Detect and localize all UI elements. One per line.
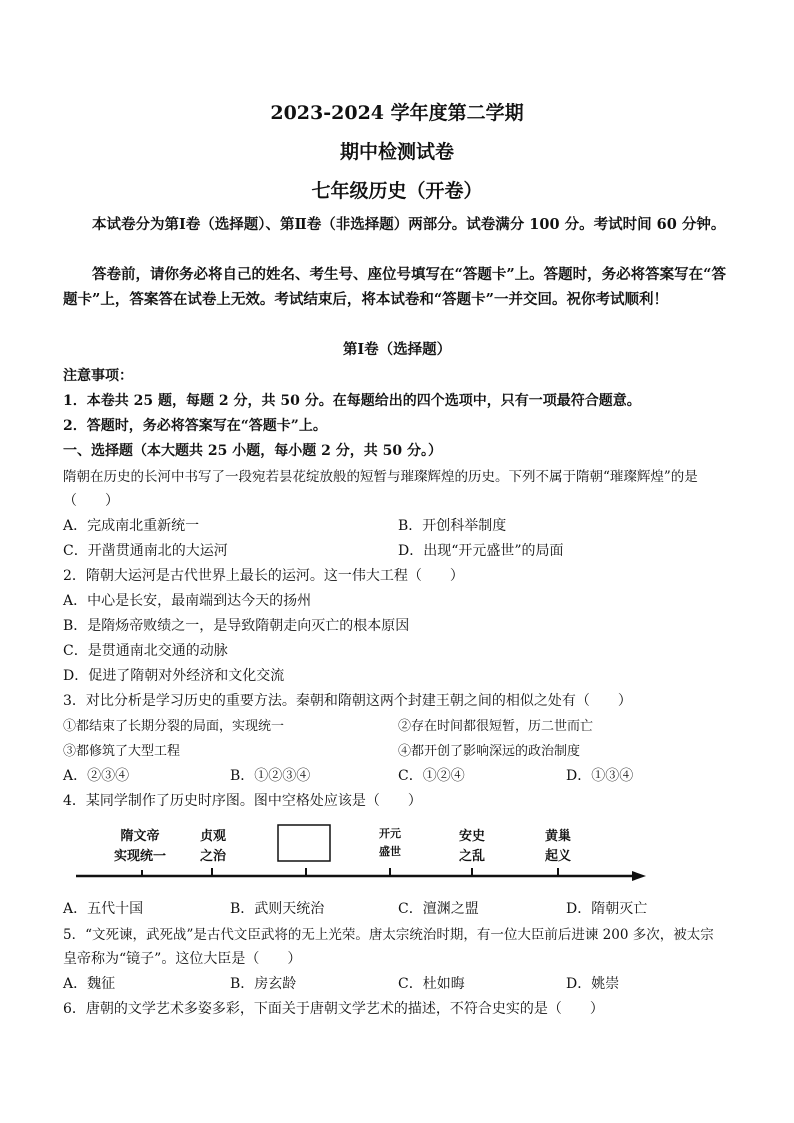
exam-subject-title: 七年级历史（开卷）	[311, 180, 483, 202]
question-5-option-d: D．姚崇	[566, 976, 620, 992]
intro-paragraph-1: 本试卷分为第Ⅰ卷（选择题）、第Ⅱ卷（非选择题）两部分。试卷满分 100 分。考试时间 60 分钟。	[92, 216, 726, 233]
exam-name-title: 期中检测试卷	[339, 141, 454, 163]
question-3-item-3: ③都修筑了大型工程	[63, 744, 181, 759]
timeline-label-anshi: 安史 之乱	[458, 829, 485, 864]
notes-title: 注意事项：	[63, 368, 133, 384]
question-3-item-4: ④都开创了影响深远的政治制度	[398, 744, 581, 759]
note-2: 2．答题时，务必将答案写在“答题卡”上。	[63, 418, 327, 434]
question-3-option-d: D．①③④	[566, 768, 634, 784]
timeline-label-kaiyuan: 开元 盛世	[379, 827, 401, 858]
question-2-option-b: B．是隋炀帝败绩之一，是导致隋朝走向灭亡的根本原因	[63, 618, 410, 634]
question-3-option-b: B．①②③④	[230, 768, 311, 784]
question-5-stem-line-1: 5．“文死谏，武死战”是古代文臣武将的无上光荣。唐太宗统治时期，有一位大臣前后进谏 200 多次，被太宗	[63, 927, 714, 943]
question-5-option-a: A．魏征	[63, 976, 116, 992]
timeline-label-huangchao: 黄巢 起义	[544, 829, 571, 864]
question-1-option-d: D．出现“开元盛世”的局面	[398, 543, 564, 559]
question-2-option-c: C．是贯通南北交通的动脉	[63, 643, 228, 659]
question-2-option-d: D．促进了隋朝对外经济和文化交流	[63, 668, 285, 684]
question-3-item-2: ②存在时间都很短暂，历二世而亡	[398, 719, 594, 734]
timeline-label-sui-unification: 隋文帝 实现统一	[113, 829, 166, 864]
question-4-stem: 4．某同学制作了历史时序图。图中空格处应该是（ ）	[63, 793, 422, 809]
timeline-blank-box	[278, 825, 330, 861]
exam-year-title: 2023-2024 学年度第二学期	[270, 102, 524, 124]
question-3-item-1: ①都结束了长期分裂的局面，实现统一	[63, 719, 285, 734]
section-title: 第Ⅰ卷（选择题）	[342, 341, 452, 358]
question-3-stem: 3．对比分析是学习历史的重要方法。秦朝和隋朝这两个封建王朝之间的相似之处有（ ）	[63, 693, 632, 709]
question-1-stem: 隋朝在历史的长河中书写了一段宛若昙花绽放般的短暂与璀璨辉煌的历史。下列不属于隋朝“璀璨辉煌”的是	[63, 469, 698, 485]
question-4-option-a: A．五代十国	[63, 901, 144, 917]
question-6-stem: 6．唐朝的文学艺术多姿多彩，下面关于唐朝文学艺术的描述，不符合史实的是（ ）	[63, 1001, 604, 1017]
question-1-option-c: C．开凿贯通南北的大运河	[63, 543, 228, 559]
intro-paragraph-2: 答卷前，请你务必将自己的姓名、考生号、座位号填写在“答题卡”上。答题时，务必将答案写在“答题卡”上，答案答在试卷上无效。考试结束后，将本试卷和“答题卡”一并交回。祝你考试顺利！	[63, 266, 727, 308]
question-1-blank: （ ）	[63, 493, 119, 509]
timeline-label-zhenguan: 贞观 之治	[199, 829, 226, 864]
question-2-stem: 2．隋朝大运河是古代世界上最长的运河。这一伟大工程（ ）	[63, 568, 464, 584]
history-timeline	[70, 820, 650, 890]
part-title: 一、选择题（本大题共 25 小题，每小题 2 分，共 50 分。）	[63, 443, 442, 459]
question-3-option-a: A．②③④	[63, 768, 130, 784]
question-4-option-d: D．隋朝灭亡	[566, 901, 648, 917]
question-5-option-b: B．房玄龄	[230, 976, 297, 992]
question-2-option-a: A．中心是长安，最南端到达今天的扬州	[63, 593, 312, 609]
question-1-option-b: B．开创科举制度	[398, 518, 507, 534]
question-5-stem-line-2: 皇帝称为“镜子”。这位大臣是（ ）	[63, 951, 302, 967]
question-4-option-c: C．澶渊之盟	[398, 901, 479, 917]
question-4-option-b: B．武则天统治	[230, 901, 325, 917]
note-1: 1．本卷共 25 题，每题 2 分，共 50 分。在每题给出的四个选项中，只有一项最符合题意。	[63, 393, 641, 409]
question-1-option-a: A．完成南北重新统一	[63, 518, 200, 534]
question-3-option-c: C．①②④	[398, 768, 465, 784]
question-5-option-c: C．杜如晦	[398, 976, 465, 992]
